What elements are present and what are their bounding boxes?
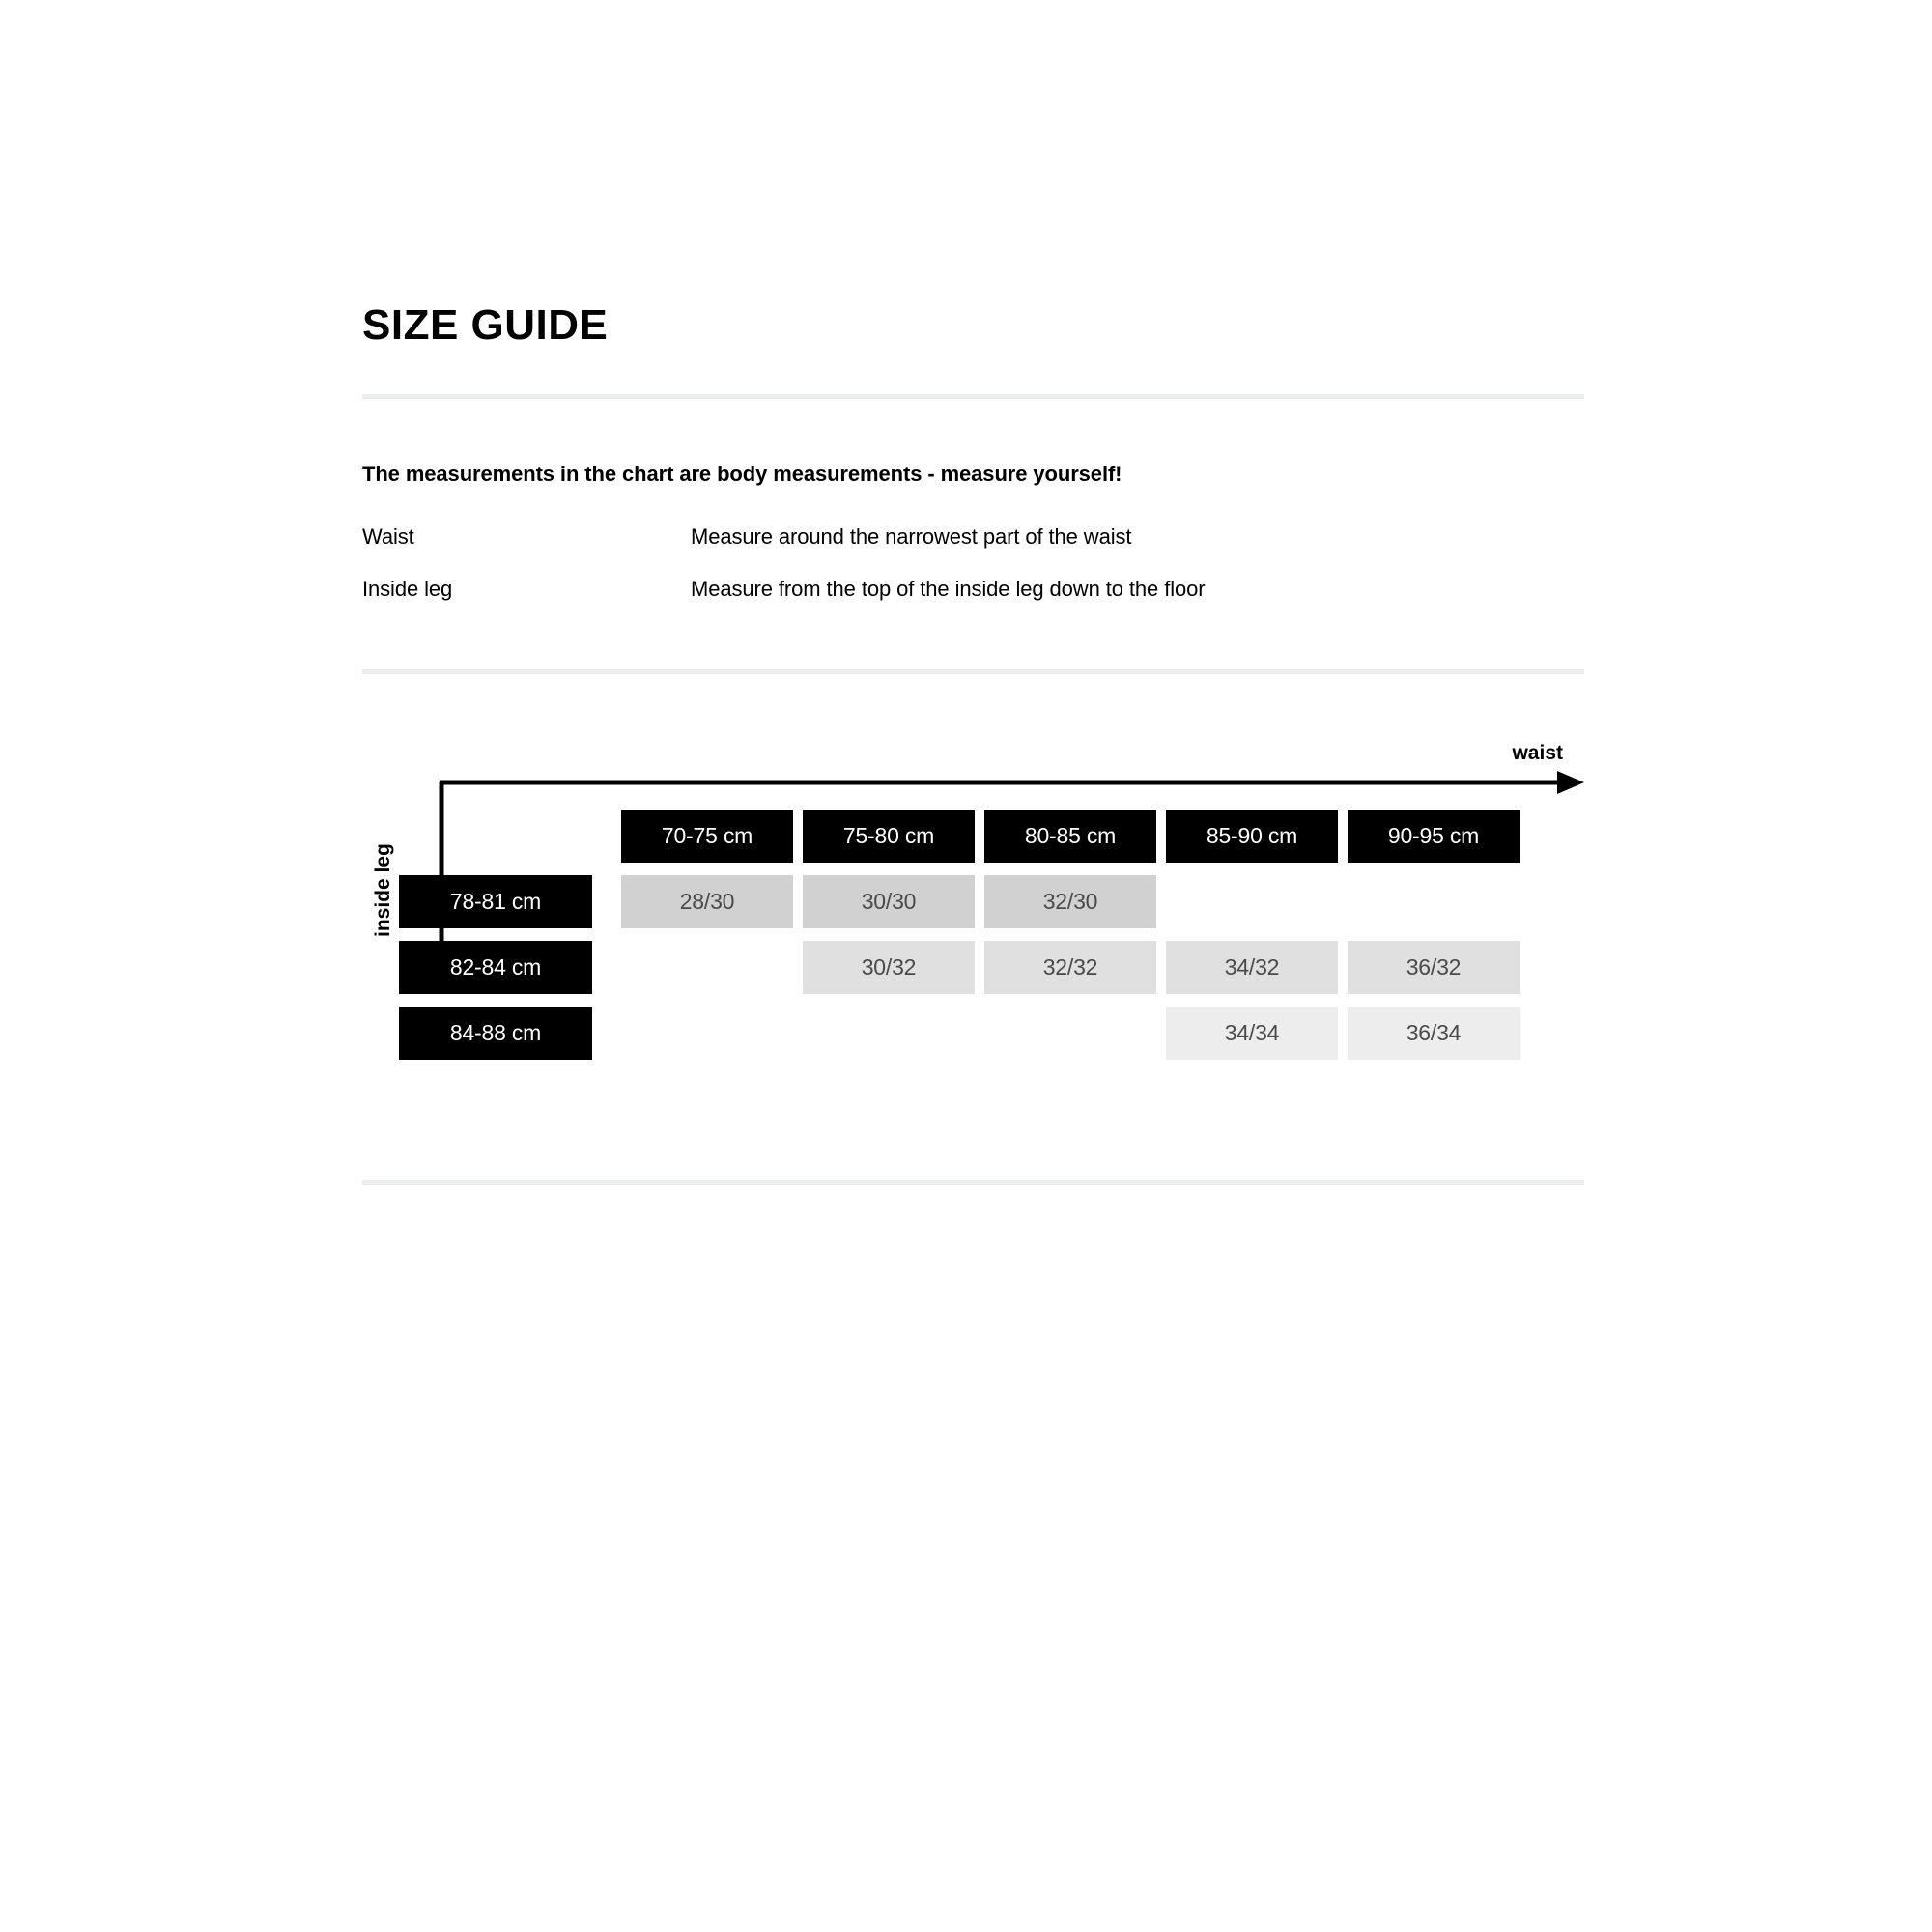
page-title: SIZE GUIDE [362, 301, 609, 349]
divider-top [362, 394, 1584, 399]
table-cell [984, 1007, 1156, 1060]
divider-middle [362, 669, 1584, 674]
intro-text: The measurements in the chart are body measurements - measure yourself! [362, 462, 1122, 486]
table-cell: 30/32 [803, 941, 975, 994]
column-header: 80-85 cm [984, 810, 1156, 863]
table-cell [803, 1007, 975, 1060]
waist-axis-label: waist [1512, 742, 1563, 764]
table-cell [1348, 875, 1520, 928]
column-header: 90-95 cm [1348, 810, 1520, 863]
definition-term: Waist [362, 525, 414, 549]
divider-bottom [362, 1180, 1584, 1185]
definition-description: Measure from the top of the inside leg down to the floor [691, 577, 1206, 601]
table-cell: 34/34 [1166, 1007, 1338, 1060]
row-header: 78-81 cm [399, 875, 592, 928]
table-cell: 36/32 [1348, 941, 1520, 994]
table-cell: 32/30 [984, 875, 1156, 928]
table-cell: 32/32 [984, 941, 1156, 994]
table-cell [621, 941, 793, 994]
table-cell [621, 1007, 793, 1060]
column-header: 75-80 cm [803, 810, 975, 863]
size-guide-page [362, 0, 1584, 1932]
table-cell: 30/30 [803, 875, 975, 928]
table-cell: 36/34 [1348, 1007, 1520, 1060]
definition-term: Inside leg [362, 577, 453, 601]
row-header: 84-88 cm [399, 1007, 592, 1060]
inside-leg-axis-label: inside leg [372, 843, 394, 937]
row-header: 82-84 cm [399, 941, 592, 994]
column-header: 70-75 cm [621, 810, 793, 863]
table-cell: 28/30 [621, 875, 793, 928]
size-chart [362, 705, 1584, 1121]
definition-description: Measure around the narrowest part of the waist [691, 525, 1132, 549]
column-header: 85-90 cm [1166, 810, 1338, 863]
table-cell [1166, 875, 1338, 928]
table-cell: 34/32 [1166, 941, 1338, 994]
